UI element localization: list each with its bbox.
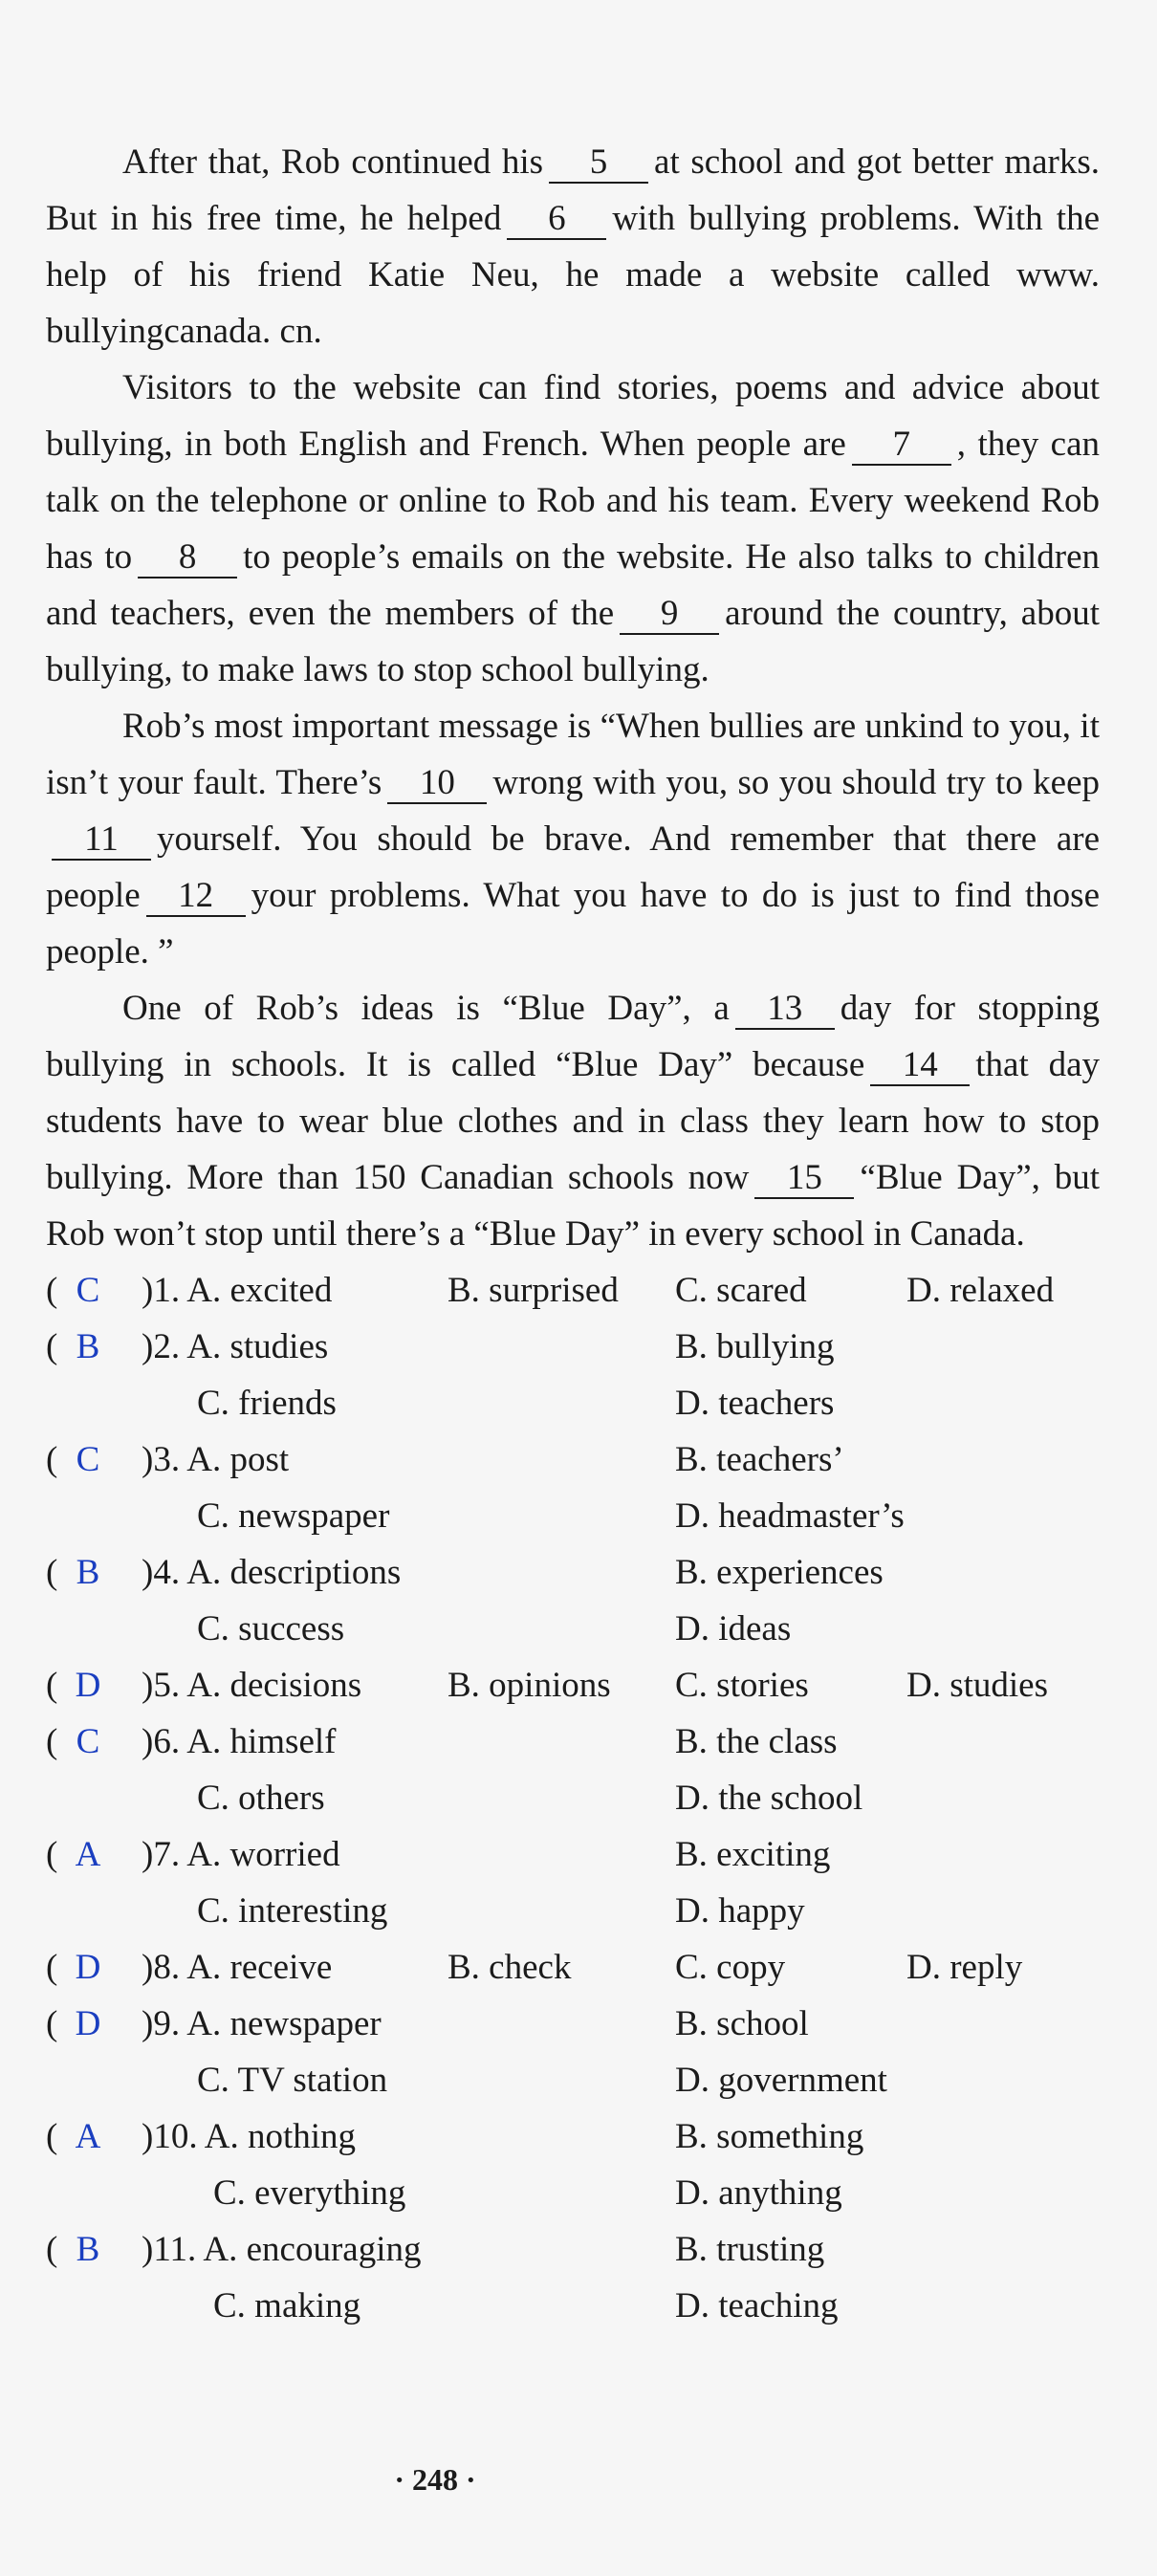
question-4: ( B )4. A. descriptions B. experiences [46,1544,1100,1601]
question-9-cont: C. TV station D. government [197,2061,887,2100]
question-10-cont: C. everything D. anything [213,2173,842,2213]
blank-12: 12 [146,877,246,917]
page-number: · 248 · [394,2462,476,2497]
blank-9: 9 [620,595,719,635]
question-11: ( B )11. A. encouraging B. trusting [46,2221,1100,2278]
question-9: ( D )9. A. newspaper B. school [46,1996,1100,2052]
answer-5: D [75,1666,101,1705]
blank-13: 13 [735,990,835,1030]
reading-passage [46,134,1100,1262]
answer-8: D [75,1948,101,1987]
question-2-cont: C. friends D. teachers [197,1384,835,1423]
answer-6: C [76,1722,100,1761]
answer-11: B [76,2230,100,2269]
question-1: ( C )1. A. excited B. surprised C. scared D. relaxed [46,1262,1100,1319]
blank-8: 8 [138,538,237,579]
blank-6: 6 [507,200,606,240]
question-5: ( D )5. A. decisions B. opinions C. stories D. studies [46,1657,1100,1714]
answer-9: D [75,2004,101,2043]
question-7-cont: C. interesting D. happy [197,1891,805,1931]
blank-14: 14 [870,1046,970,1086]
question-11-cont: C. making D. teaching [213,2286,839,2325]
question-6: ( C )6. A. himself B. the class [46,1714,1100,1770]
question-2: ( B )2. A. studies B. bullying [46,1319,1100,1375]
answer-10: A [75,2117,101,2156]
question-4-cont: C. success D. ideas [197,1609,792,1648]
paragraph-4: One of Rob’s ideas is “Blue Day”, a 13 day for stopping bullying in schools. It is called “Blue Day” because 14 that day students have to wear blue clothes and in class they learn how to stop bullying. More than 150 Canadian schools now 15 “Blue Day”, but Rob won’t stop until there’s a “Blue Day” in every school in Canada. [46,989,1101,1254]
paragraph-3: Rob’s most important message is “When bullies are unkind to you, it isn’t your fault. There’s 10 wrong with you, so you should try to keep11 yourself. You should be brave. And remember that there are people 12 your problems. What you have to do is just to find those people. ” [46,707,1101,971]
question-list [46,1262,1100,2334]
blank-10: 10 [387,764,487,804]
answer-1: C [76,1271,100,1310]
blank-11: 11 [52,820,151,861]
answer-7: A [75,1835,101,1874]
blank-5: 5 [549,143,648,184]
answer-4: B [76,1553,100,1592]
paragraph-1: After that, Rob continued his 5 at school and got better marks. But in his free time, he helped 6 with bullying problems. With the help of his friend Katie Neu, he made a website called www. bullyingcanada. cn. [46,142,1101,351]
answer-3: C [76,1440,100,1479]
question-10: ( A )10. A. nothing B. something [46,2108,1100,2165]
answer-2: B [76,1327,100,1366]
question-8: ( D )8. A. receive B. check C. copy D. reply [46,1939,1100,1996]
question-3: ( C )3. A. post B. teachers’ [46,1431,1100,1488]
question-7: ( A )7. A. worried B. exciting [46,1826,1100,1883]
question-3-cont: C. newspaper D. headmaster’s [197,1496,905,1536]
blank-15: 15 [754,1159,854,1199]
question-6-cont: C. others D. the school [197,1779,863,1818]
blank-7: 7 [852,426,951,466]
paragraph-2: Visitors to the website can find stories, poems and advice about bullying, in both English and French. When people are 7 , they can talk on the telephone or online to Rob and his team. Every weekend Rob has to 8 to people’s emails on the website. He also talks to children and teachers, even the members of the 9 around the country, about bullying, to make laws to stop school bullying. [46,368,1100,689]
